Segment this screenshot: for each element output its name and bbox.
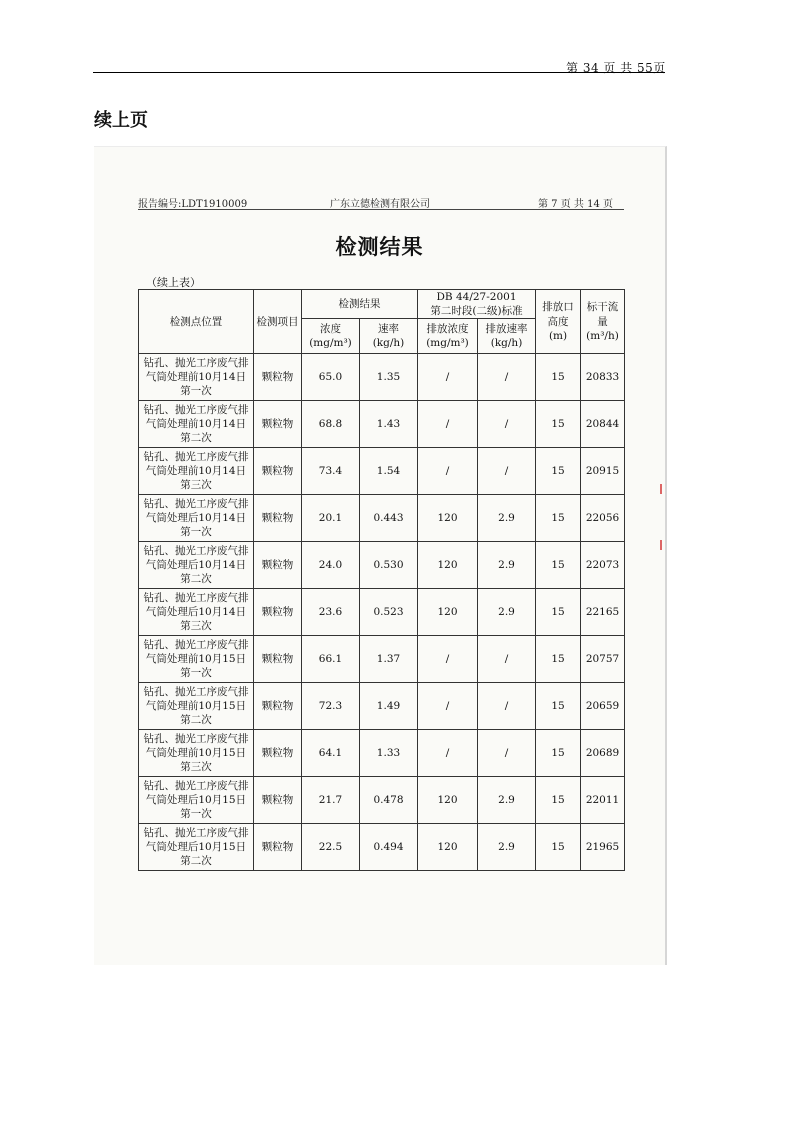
header-rule bbox=[93, 72, 665, 73]
cell-location: 钻孔、抛光工序废气排气筒处理前10月14日第二次 bbox=[139, 401, 254, 448]
cell-std-concentration: / bbox=[418, 448, 478, 495]
header-standard-line2: 第二时段(二级)标准 bbox=[430, 305, 523, 318]
cell-rate: 1.54 bbox=[360, 448, 418, 495]
cell-rate: 1.49 bbox=[360, 683, 418, 730]
cell-outlet-height: 15 bbox=[536, 495, 581, 542]
cell-concentration: 72.3 bbox=[302, 683, 360, 730]
cell-std-rate: 2.9 bbox=[478, 589, 536, 636]
cell-item: 颗粒物 bbox=[254, 777, 302, 824]
cell-flow: 20659 bbox=[581, 683, 625, 730]
scan-edge-mark bbox=[660, 540, 662, 550]
cell-std-concentration: / bbox=[418, 401, 478, 448]
cell-item: 颗粒物 bbox=[254, 683, 302, 730]
table-row bbox=[139, 354, 625, 401]
cell-outlet-height: 15 bbox=[536, 589, 581, 636]
cell-std-rate: 2.9 bbox=[478, 495, 536, 542]
header-std-concentration: 排放浓度(mg/m³) bbox=[418, 319, 478, 354]
cell-flow: 22073 bbox=[581, 542, 625, 589]
cell-concentration: 68.8 bbox=[302, 401, 360, 448]
cell-std-rate: 2.9 bbox=[478, 777, 536, 824]
cell-flow: 22011 bbox=[581, 777, 625, 824]
table-row bbox=[139, 683, 625, 730]
cell-outlet-height: 15 bbox=[536, 730, 581, 777]
cell-std-concentration: 120 bbox=[418, 589, 478, 636]
cell-rate: 1.33 bbox=[360, 730, 418, 777]
cell-std-concentration: 120 bbox=[418, 777, 478, 824]
table-row bbox=[139, 448, 625, 495]
table-row bbox=[139, 589, 625, 636]
cell-location: 钻孔、抛光工序废气排气筒处理后10月15日第二次 bbox=[139, 824, 254, 871]
cell-item: 颗粒物 bbox=[254, 401, 302, 448]
cell-rate: 1.43 bbox=[360, 401, 418, 448]
header-item: 检测项目 bbox=[254, 290, 302, 354]
scanned-report-page bbox=[94, 146, 667, 965]
cell-std-concentration: / bbox=[418, 730, 478, 777]
cell-concentration: 65.0 bbox=[302, 354, 360, 401]
cell-flow: 20844 bbox=[581, 401, 625, 448]
cell-location: 钻孔、抛光工序废气排气筒处理前10月15日第三次 bbox=[139, 730, 254, 777]
cell-item: 颗粒物 bbox=[254, 824, 302, 871]
cell-item: 颗粒物 bbox=[254, 495, 302, 542]
scan-edge-mark bbox=[660, 484, 662, 494]
cell-outlet-height: 15 bbox=[536, 448, 581, 495]
table-row bbox=[139, 824, 625, 871]
cell-location: 钻孔、抛光工序废气排气筒处理后10月14日第三次 bbox=[139, 589, 254, 636]
cell-location: 钻孔、抛光工序废气排气筒处理后10月14日第一次 bbox=[139, 495, 254, 542]
cell-std-concentration: 120 bbox=[418, 495, 478, 542]
cell-rate: 1.37 bbox=[360, 636, 418, 683]
table-row bbox=[139, 636, 625, 683]
cell-outlet-height: 15 bbox=[536, 401, 581, 448]
cell-concentration: 24.0 bbox=[302, 542, 360, 589]
cell-flow: 20915 bbox=[581, 448, 625, 495]
cell-std-concentration: / bbox=[418, 354, 478, 401]
cell-std-rate: / bbox=[478, 683, 536, 730]
table-row bbox=[139, 542, 625, 589]
cell-location: 钻孔、抛光工序废气排气筒处理前10月15日第二次 bbox=[139, 683, 254, 730]
table-row bbox=[139, 495, 625, 542]
cell-item: 颗粒物 bbox=[254, 636, 302, 683]
cell-item: 颗粒物 bbox=[254, 542, 302, 589]
table-row bbox=[139, 401, 625, 448]
cell-flow: 22056 bbox=[581, 495, 625, 542]
header-rate: 速率(kg/h) bbox=[360, 319, 418, 354]
header-std-rate: 排放速率(kg/h) bbox=[478, 319, 536, 354]
cell-std-rate: / bbox=[478, 401, 536, 448]
cell-location: 钻孔、抛光工序废气排气筒处理后10月15日第一次 bbox=[139, 777, 254, 824]
cell-rate: 0.478 bbox=[360, 777, 418, 824]
cell-std-rate: / bbox=[478, 448, 536, 495]
page-number: 第 34 页 共 55页 bbox=[566, 61, 666, 75]
cell-flow: 20757 bbox=[581, 636, 625, 683]
cell-std-rate: / bbox=[478, 636, 536, 683]
cell-concentration: 23.6 bbox=[302, 589, 360, 636]
results-table bbox=[138, 289, 625, 871]
table-row bbox=[139, 777, 625, 824]
cell-location: 钻孔、抛光工序废气排气筒处理前10月14日第三次 bbox=[139, 448, 254, 495]
cell-flow: 20833 bbox=[581, 354, 625, 401]
cell-flow: 21965 bbox=[581, 824, 625, 871]
cell-outlet-height: 15 bbox=[536, 777, 581, 824]
cell-rate: 0.523 bbox=[360, 589, 418, 636]
cell-flow: 22165 bbox=[581, 589, 625, 636]
cell-rate: 0.443 bbox=[360, 495, 418, 542]
cell-concentration: 22.5 bbox=[302, 824, 360, 871]
cell-outlet-height: 15 bbox=[536, 683, 581, 730]
cell-location: 钻孔、抛光工序废气排气筒处理前10月15日第一次 bbox=[139, 636, 254, 683]
cell-std-concentration: / bbox=[418, 636, 478, 683]
report-title: 检测结果 bbox=[335, 235, 424, 259]
cell-flow: 20689 bbox=[581, 730, 625, 777]
cell-outlet-height: 15 bbox=[536, 354, 581, 401]
header-location: 检测点位置 bbox=[139, 290, 254, 354]
cell-item: 颗粒物 bbox=[254, 730, 302, 777]
cell-concentration: 66.1 bbox=[302, 636, 360, 683]
cell-std-concentration: / bbox=[418, 683, 478, 730]
cell-rate: 1.35 bbox=[360, 354, 418, 401]
cell-item: 颗粒物 bbox=[254, 448, 302, 495]
cell-location: 钻孔、抛光工序废气排气筒处理前10月14日第一次 bbox=[139, 354, 254, 401]
cell-concentration: 64.1 bbox=[302, 730, 360, 777]
cell-std-rate: / bbox=[478, 354, 536, 401]
cell-std-rate: 2.9 bbox=[478, 824, 536, 871]
cell-outlet-height: 15 bbox=[536, 636, 581, 683]
table-row bbox=[139, 730, 625, 777]
cell-concentration: 20.1 bbox=[302, 495, 360, 542]
cell-std-rate: 2.9 bbox=[478, 542, 536, 589]
cell-std-concentration: 120 bbox=[418, 542, 478, 589]
cell-outlet-height: 15 bbox=[536, 824, 581, 871]
cell-item: 颗粒物 bbox=[254, 589, 302, 636]
report-page-number: 第 7 页 共 14 页 bbox=[538, 199, 613, 210]
cell-item: 颗粒物 bbox=[254, 354, 302, 401]
header-standard bbox=[418, 290, 536, 319]
continued-title: 续上页 bbox=[94, 110, 148, 131]
header-flow: 标干流量(m³/h) bbox=[581, 290, 625, 354]
continued-note: （续上表） bbox=[146, 276, 201, 289]
report-header-rule bbox=[138, 209, 624, 210]
cell-rate: 0.530 bbox=[360, 542, 418, 589]
cell-rate: 0.494 bbox=[360, 824, 418, 871]
header-standard-line1: DB 44/27-2001 bbox=[436, 291, 517, 303]
header-outlet-height: 排放口高度(m) bbox=[536, 290, 581, 354]
cell-concentration: 73.4 bbox=[302, 448, 360, 495]
company-name: 广东立德检测有限公司 bbox=[330, 199, 430, 210]
header-results: 检测结果 bbox=[302, 290, 418, 319]
cell-std-rate: / bbox=[478, 730, 536, 777]
cell-std-concentration: 120 bbox=[418, 824, 478, 871]
cell-outlet-height: 15 bbox=[536, 542, 581, 589]
cell-location: 钻孔、抛光工序废气排气筒处理后10月14日第二次 bbox=[139, 542, 254, 589]
cell-concentration: 21.7 bbox=[302, 777, 360, 824]
header-concentration: 浓度(mg/m³) bbox=[302, 319, 360, 354]
report-number: 报告编号:LDT1910009 bbox=[138, 199, 248, 210]
